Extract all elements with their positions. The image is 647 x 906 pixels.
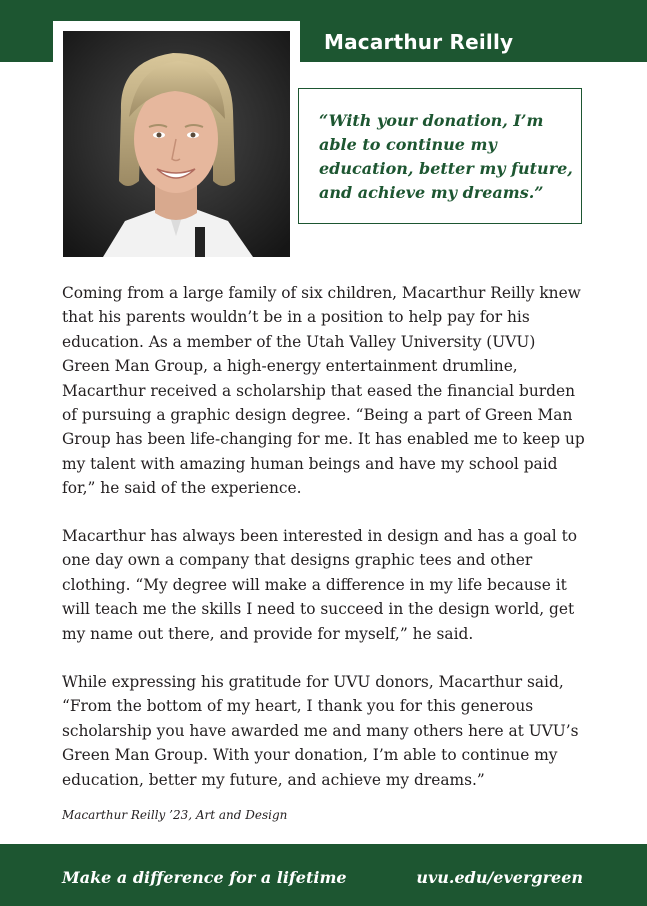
pull-quote-box (298, 88, 582, 224)
body-paragraph-1: Coming from a large family of six children, Macarthur Reilly knew that his parents wouldn’t be in a position to help pay for his education. As a member of the Utah Valley University (UVU) Green Man Group, a high-energy entertainment drumline, Macarthur received a scholarship that eased the financial burden of pursuing a graphic design degree. “Being a part of Green Man Group has been life-changing for me. It has enabled me to keep up my talent with amazing human beings and have my school paid for,” he said of the experience. (62, 284, 585, 498)
byline: Macarthur Reilly ’23, Art and Design (62, 808, 288, 822)
footer-band (0, 844, 647, 906)
portrait-frame (53, 21, 300, 265)
footer-tagline: Make a difference for a lifetime (62, 868, 347, 887)
student-portrait (63, 31, 290, 257)
body-paragraph-3: While expressing his gratitude for UVU donors, Macarthur said, “From the bottom of my heart, I thank you for this generous scholarship you have awarded me and many others here at UVU’s Green Man Group. With your donation, I’m able to continue my education, better my future, and achieve my dreams.” (62, 673, 579, 789)
student-name: Macarthur Reilly (324, 30, 514, 54)
body-paragraph-2: Macarthur has always been interested in design and has a goal to one day own a company that designs graphic tees and other clothing. “My degree will make a difference in my life because it will teach me the skills I need to succeed in the design world, get my name out there, and provide for myself,” he said. (62, 527, 578, 643)
footer-url[interactable]: uvu.edu/evergreen (416, 868, 583, 887)
pull-quote: “With your donation, I’m able to continue my education, better my future, and achieve my dreams.” (319, 111, 573, 202)
